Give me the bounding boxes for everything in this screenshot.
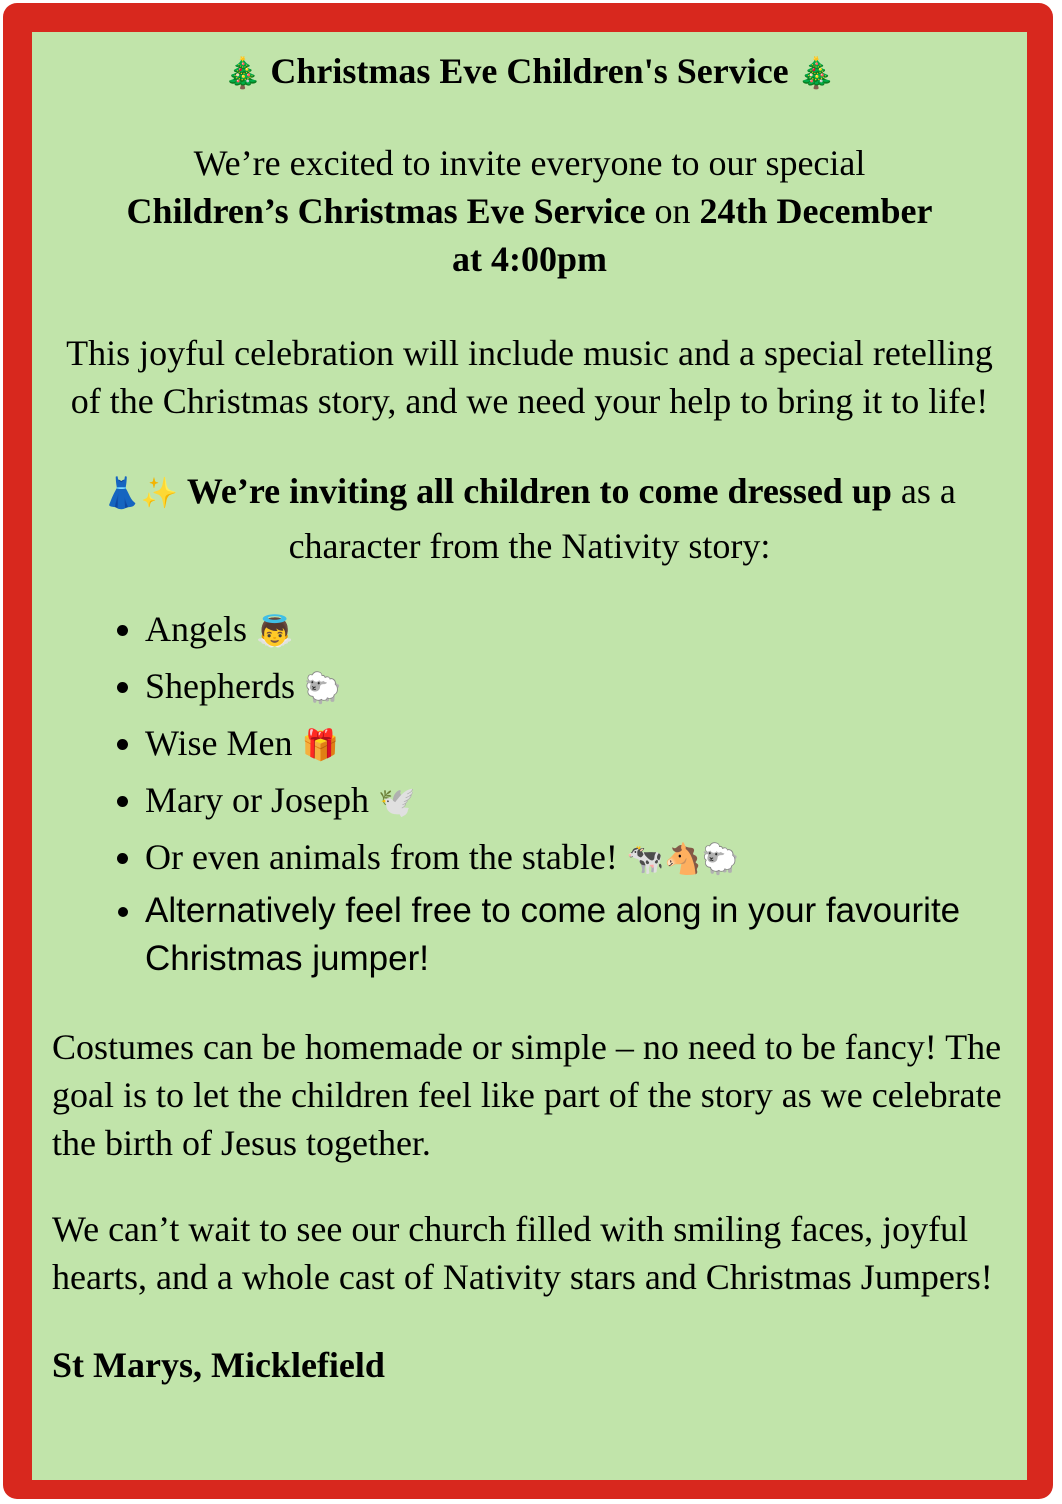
service-name: Children’s Christmas Eve Service xyxy=(126,191,646,231)
flyer-panel xyxy=(32,32,1027,1480)
character-label: Or even animals from the stable! xyxy=(145,837,618,877)
dress-up-invitation xyxy=(52,465,1007,572)
dove-icon: 🕊️ xyxy=(377,785,416,820)
list-item xyxy=(145,773,1007,830)
closing-paragraph: We can’t wait to see our church filled with smiling faces, joyful hearts, and a whole cast of Nativity stars and Christmas Jumpers! xyxy=(52,1209,993,1297)
flyer-title xyxy=(52,48,1007,97)
intro-paragraph xyxy=(52,139,1007,283)
gift-icon: 🎁 xyxy=(301,728,339,763)
church-signature: St Marys, Micklefield xyxy=(52,1345,385,1385)
red-border-frame xyxy=(3,3,1053,1499)
christmas-tree-icon: 🎄 xyxy=(797,56,836,91)
character-label: Shepherds xyxy=(145,666,295,706)
list-item xyxy=(145,659,1007,716)
stable-animals-icon: 🐄🐴🐑 xyxy=(626,842,739,877)
invite-rest-text: as a character from the Nativity story: xyxy=(288,471,956,566)
character-label: Angels xyxy=(145,609,247,649)
character-label: Alternatively feel free to come along in your favourite Christmas jumper! xyxy=(145,891,961,978)
title-text: Christmas Eve Children's Service xyxy=(270,51,789,91)
service-date: 24th December xyxy=(699,191,933,231)
intro-line: We’re excited to invite everyone to our special xyxy=(193,143,866,183)
service-time: at 4:00pm xyxy=(452,239,607,279)
christmas-tree-icon: 🎄 xyxy=(223,56,262,91)
list-item xyxy=(145,602,1007,659)
intro-on: on xyxy=(654,191,691,231)
invite-bold-text: We’re inviting all children to come dressed up xyxy=(186,471,892,511)
character-list xyxy=(52,602,1007,983)
angel-icon: 👼 xyxy=(256,614,294,649)
sheep-icon: 🐑 xyxy=(303,671,342,706)
character-label: Mary or Joseph xyxy=(145,780,369,820)
list-item xyxy=(145,887,1007,983)
character-label: Wise Men xyxy=(145,723,293,763)
costumes-paragraph: Costumes can be homemade or simple – no need to be fancy! The goal is to let the children feel like part of the story as we celebrate the birth of Jesus together. xyxy=(52,1027,1002,1163)
list-item xyxy=(145,716,1007,773)
celebration-paragraph: This joyful celebration will include music and a special retelling of the Christmas story, and we need your help to bring it to life! xyxy=(66,333,993,421)
list-item xyxy=(145,830,1007,887)
dress-sparkles-icon: 👗✨ xyxy=(103,476,178,511)
